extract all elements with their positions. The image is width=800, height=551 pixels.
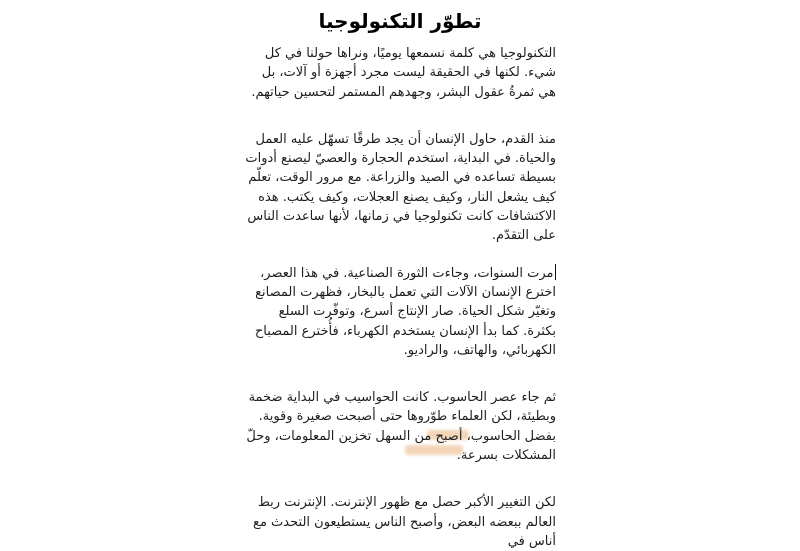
document-page[interactable]	[244, 0, 556, 551]
paragraph-computer-era[interactable]: ثم جاء عصر الحاسوب. كانت الحواسيب في البداية ضخمة وبطيئة، لكن العلماء طوّروها حتى أصبحت صغيرة وقوية. بفضل الحاسوب، أصبح من السهل تخزين المعلومات، وحلّ المشكلات بسرعة.	[246, 390, 556, 464]
paragraph-text: مرت السنوات، وجاءت الثورة الصناعية. في هذا العصر، اخترع الإنسان الآلات التي تعمل بالبخار، فظهرت المصانع وتغيّر شكل الحياة. صار الإنتاج أسرع، وتوفّرت السلع بكثرة. كما بدأ الإنسان يستخدم الكهرباء، فأُخترع المصباح الكهربائي، والهاتف، والراديو.	[254, 265, 556, 358]
text-cursor	[555, 264, 557, 280]
paragraph-internet[interactable]: لكن التغيير الأكبر حصل مع ظهور الإنترنت. الإنترنت ربط العالم ببعضه البعض، وأصبح الناس يستطيعون التحدث مع أناس في	[253, 495, 556, 549]
paragraph-early-tools[interactable]: منذ القدم، حاول الإنسان أن يجد طرقًا تسهّل عليه العمل والحياة. في البداية، استخدم الحجارة والعصيّ ليصنع أدوات بسيطة تساعده في الصيد والزراعة. مع مرور الوقت، تعلّم كيف يشعل النار، وكيف يصنع العجلات، وكيف يكتب. هذه الاكتشافات كانت تكنولوجيا في زمانها، لأنها ساعدت الناس على التقدّم.	[245, 131, 556, 244]
page-title[interactable]: تطوّر التكنولوجيا	[318, 9, 482, 33]
paragraph-intro[interactable]: التكنولوجيا هي كلمة نسمعها يوميًا، ونراها حولنا في كل شيء. لكنها في الحقيقة ليست مجرد أجهزة أو آلات، بل هي ثمرةُ عقول البشر، وجهدهم المستمر لتحسين حياتهم.	[251, 46, 556, 100]
paragraph-industrial-revolution[interactable]	[244, 264, 556, 360]
